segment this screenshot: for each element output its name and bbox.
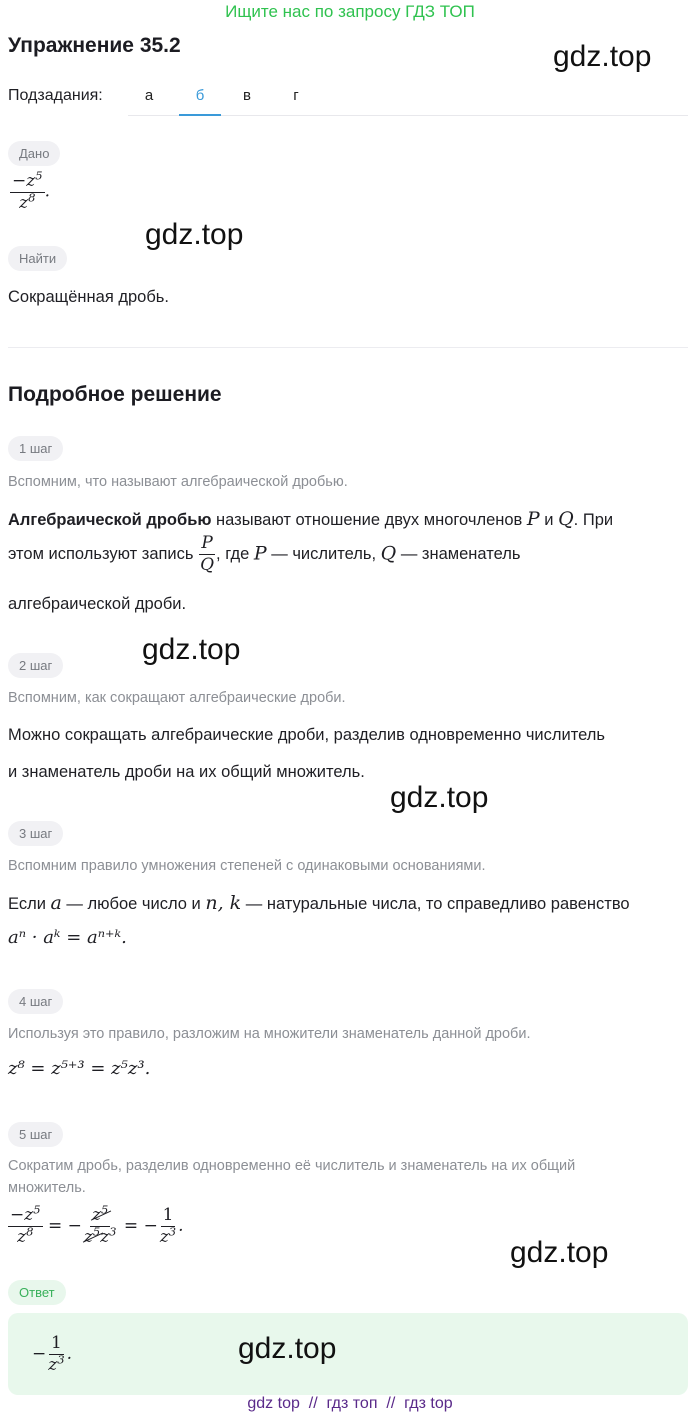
- step-text: Можно сокращать алгебраические дроби, разделив одновременно числитель: [8, 726, 605, 744]
- step-badge: 2 шаг: [8, 653, 63, 678]
- divider: [8, 347, 688, 348]
- given-fraction: $\frac{-z^5}{z^8}$ .: [12, 168, 50, 213]
- step-formula: aⁿ · aᵏ = aⁿ⁺ᵏ.: [8, 927, 127, 948]
- footer-links[interactable]: gdz top // гдз топ // гдз top: [247, 1395, 453, 1412]
- step-badge: 1 шаг: [8, 436, 63, 461]
- step-hint: Сократим дробь, разделив одновременно её числитель и знаменатель на их общий: [8, 1158, 576, 1174]
- watermark: gdz.top: [238, 1332, 337, 1365]
- step-hint: Вспомним правило умножения степеней с одинаковыми основаниями.: [8, 858, 486, 874]
- watermark: gdz.top: [145, 218, 244, 251]
- tab-v[interactable]: в: [243, 87, 251, 104]
- watermark: gdz.top: [510, 1236, 609, 1269]
- page-title: Упражнение 35.2: [8, 34, 181, 57]
- tab-a[interactable]: а: [144, 87, 154, 104]
- watermark: gdz.top: [142, 633, 241, 666]
- step-text: этом используют запись $\frac{P}{Q}$ , где P — числитель, Q — знаменатель: [8, 533, 521, 575]
- given-badge: Дано: [8, 141, 60, 166]
- step-badge: 4 шаг: [8, 989, 63, 1014]
- step-hint: множитель.: [8, 1180, 86, 1196]
- answer-box: [8, 1313, 688, 1395]
- step-hint: Используя это правило, разложим на множители знаменатель данной дроби.: [8, 1026, 531, 1042]
- step-hint: Вспомним, что называют алгебраической дробью.: [8, 474, 348, 490]
- step-badge: 5 шаг: [8, 1122, 63, 1147]
- step-formula: z⁸ = z⁵⁺³ = z⁵z³.: [8, 1058, 151, 1079]
- step-text: Алгебраической дробью называют отношение двух многочленов P и Q. При: [8, 508, 614, 530]
- find-badge: Найти: [8, 246, 67, 271]
- tab-g[interactable]: г: [293, 87, 299, 104]
- tab-b[interactable]: б: [179, 78, 221, 116]
- subtasks-label: Подзадания:: [8, 87, 103, 104]
- step-hint: Вспомним, как сокращают алгебраические дроби.: [8, 690, 346, 706]
- watermark: gdz.top: [553, 40, 652, 73]
- answer-value: − $\frac{1}{z^3}$ .: [32, 1333, 72, 1375]
- step-text: алгебраической дроби.: [8, 595, 187, 613]
- step-badge: 3 шаг: [8, 821, 63, 846]
- step-text: Если a — любое число и n, k — натуральные числа, то справедливо равенство: [8, 892, 630, 914]
- watermark: gdz.top: [390, 781, 489, 814]
- top-banner[interactable]: Ищите нас по запросу ГДЗ ТОП: [225, 2, 475, 21]
- step-text: и знаменатель дроби на их общий множитель.: [8, 763, 365, 781]
- answer-badge: Ответ: [8, 1280, 66, 1305]
- subtask-tabs: [128, 78, 688, 116]
- find-text: Сокращённая дробь.: [8, 288, 169, 306]
- step-formula: $\frac{-z^5}{z^8}$ = − $\frac{z^5}{z^5z^3}$ = − $\frac{1}{z^3}$ .: [10, 1202, 184, 1247]
- solution-title: Подробное решение: [8, 383, 222, 406]
